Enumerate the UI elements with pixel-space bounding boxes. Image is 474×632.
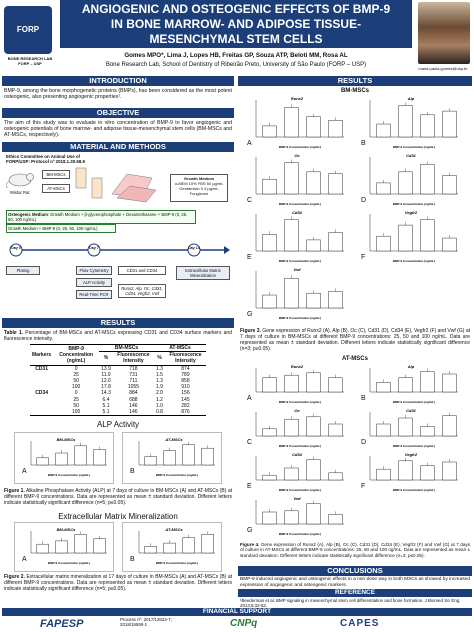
table-cell-conc: 100 [53, 409, 99, 416]
alp-activity-box: ALP Activity [76, 278, 112, 287]
capes-logo-text: CAPES [340, 618, 380, 629]
panel-xlabel: BMP-9 Concentration (ng/mL) [278, 532, 322, 536]
gene-svg [238, 96, 472, 324]
table-cell-at-fi: 156 [181, 390, 190, 397]
table-cell-at-pct: 1.3 [155, 365, 163, 372]
table1-caption [4, 330, 232, 342]
figure3-caption-text: Gene expression of Runx2 (A), Alp (B), Oc (C), Cd31 (D), Cd34 (E), Vegfr2 (F) and Vwf (G) at 7 days of culture in BM-MSCs at different BMP-9 concentrations: 25, 50 and 100 ng/mL. Data are represented as mean ± standard deviation. Different letters indicate statistically significant difference (n=3; p≤0.05). [240, 328, 470, 352]
panel-letter: C [247, 439, 253, 446]
panel-title: Cd31 [406, 408, 416, 413]
panel-letter: G [247, 527, 253, 534]
table-cell-at-fi: 145 [181, 396, 190, 403]
bar [421, 372, 435, 392]
panel-title: Cd34 [292, 210, 302, 215]
bm-msc-box: BM-MSCs [42, 170, 70, 179]
panel-title: Vegfr2 [404, 210, 418, 215]
bar [285, 107, 299, 137]
growth-medium-box [170, 174, 228, 202]
bar [421, 426, 435, 436]
panel-xlabel: BMP-9 Concentration (ng/mL) [47, 473, 91, 477]
table-cell-at-pct: 1.2 [155, 396, 163, 403]
bar [307, 373, 321, 392]
ethics-note: Ethics Committee on Animal Use of FORP/USP: Protocol nº 2018.1.30.58.9 [6, 154, 85, 164]
panel-letter: D [361, 197, 367, 204]
table-cell-bm-pct: 5.1 [102, 402, 110, 409]
th-bm-fi: Fluorescence Intensity [113, 352, 154, 365]
bar [202, 534, 214, 553]
table-cell-bm-fi: 146 [129, 402, 138, 409]
at-msc-box: AT-MSCs [42, 184, 70, 193]
table-cell-bm-pct: 12.6 [101, 378, 111, 385]
bar [329, 424, 343, 436]
conclusions-text: BMP-9 induced angiogenic and osteogenic effects in a non-dose way in both MSCs as showed by increased expression of angiogenic and osteogenic markers. [240, 577, 470, 588]
bar [399, 461, 413, 480]
flow-cytometry-box: Flow Cytometry [76, 266, 112, 275]
chart-panel [247, 364, 344, 404]
day7-label: Day 7 [89, 246, 99, 250]
ecm-chart-at [122, 522, 222, 572]
panel-xlabel: BMP-9 Concentration (ng/mL) [392, 444, 436, 448]
table1 [30, 344, 206, 416]
alp-title: ALP Activity [96, 420, 140, 429]
intro-text: BMP-9, among the bone morphogenetic proteins (BMPs), has been considered as the most potent osteogenic, also presenting angiogenic properties¹. [4, 88, 232, 101]
figure3-caption [240, 328, 470, 352]
panel-letter: A [22, 556, 27, 563]
bar [285, 163, 299, 194]
section-introduction: INTRODUCTION [2, 76, 234, 86]
bar [329, 378, 343, 392]
timeline [4, 238, 232, 262]
panel-xlabel: BMP-9 Concentration (ng/mL) [155, 473, 199, 477]
panel-letter: E [247, 254, 252, 261]
lab-logo-caption: BONE RESEARCH LAB FORP – USP [7, 56, 53, 66]
ecm-title: Extracellular Matrix Mineralization [58, 512, 178, 521]
bar [75, 446, 87, 465]
panel-title: Runx2 [290, 96, 304, 101]
small-chart-svg [15, 523, 115, 571]
chart-panel [130, 437, 215, 477]
alp-chart-bm [14, 432, 114, 484]
growth-medium-detail: α-MEM 10% FBS 50 µg/mL Gentamicin 0.3 µg/mL Fungizone [174, 181, 224, 196]
bar [183, 538, 195, 553]
bar [399, 172, 413, 194]
real-time-pcr-box: Real-Time PCR [76, 290, 112, 299]
chart-panel [22, 437, 107, 477]
ecm-chart-bm [14, 522, 114, 572]
bar [307, 293, 321, 308]
table-cell-bm-pct: 11.9 [101, 371, 111, 378]
table-cell-conc: 100 [71, 384, 81, 391]
gene-svg [238, 364, 472, 540]
chart-panel [247, 496, 344, 536]
bar [377, 183, 391, 194]
at-genes-title: AT-MSCs [342, 356, 368, 362]
table-cell-at-fi: 910 [181, 384, 190, 391]
bar [443, 462, 457, 480]
panel-letter: E [247, 483, 252, 490]
panel-title: Alp [407, 364, 415, 369]
table-cell-bm-pct: 6.4 [102, 396, 110, 403]
bm-genes-title: BM-MSCs [341, 88, 369, 94]
chart-panel [247, 153, 344, 206]
bar [94, 449, 106, 465]
table-cell-bm-fi: 146 [113, 409, 154, 416]
panel-xlabel: BMP-9 Concentration (ng/mL) [392, 400, 436, 404]
section-reference: REFERENCE [238, 589, 472, 597]
genes-box: Runx2, Alp, Oc, Cd31, Cd34, Vegfr2, Vwf [118, 284, 166, 298]
panel-xlabel: BMP-9 Concentration (ng/mL) [392, 202, 436, 206]
table-cell-conc: 25 [73, 371, 79, 378]
chart-panel [361, 452, 458, 492]
bar [377, 124, 391, 137]
panel-xlabel: BMP-9 Concentration (ng/mL) [278, 444, 322, 448]
panel-letter: B [361, 140, 366, 147]
table-cell-bm-fi: 884 [129, 390, 138, 397]
bar [377, 469, 391, 480]
chart-panel [361, 364, 458, 404]
panel-xlabel: BMP-9 Concentration (ng/mL) [392, 145, 436, 149]
bar [377, 382, 391, 392]
panel-title: Cd31 [406, 153, 416, 158]
methods-diagram [4, 154, 232, 314]
table-cell-at-fi: 874 [181, 365, 190, 372]
panel-title: Cd34 [292, 452, 302, 457]
bar [307, 460, 321, 480]
bar [329, 120, 343, 137]
panel-title: Oc [294, 408, 300, 413]
bar [285, 511, 299, 524]
panel-title: Oc [294, 153, 300, 158]
section-results-right: RESULTS [238, 76, 472, 86]
osteogenic-medium-box: Osteogenic Medium: Growth Medium + β-glycerophosphate + Dexamethasone + BMP-9 (0, 25, 50, 100 ng/mL) [6, 210, 196, 224]
table1-caption-text: Percentage of BM-MSCs and AT-MSCs expressing CD31 and CD34 surface markers and fluorescence intensity. [4, 330, 232, 342]
panel-letter: D [361, 439, 367, 446]
panel-xlabel: BMP-9 Concentration (ng/mL) [278, 400, 322, 404]
bar [37, 458, 49, 465]
panel-letter: F [361, 483, 366, 490]
bar [377, 236, 391, 251]
bar [285, 220, 299, 251]
panel-letter: A [247, 395, 252, 402]
cd-markers-box: CD31 and CD34 [118, 266, 166, 275]
table-cell-marker: CD34 [35, 390, 48, 397]
th-at: AT-MSCs [154, 345, 206, 352]
chart-panel [22, 527, 107, 565]
table-cell-bm-fi: 711 [129, 378, 138, 385]
table-row [30, 365, 206, 372]
table-cell-bm-fi: 718 [129, 365, 138, 372]
osteogenic-medium-detail: Growth Medium + β-glycerophosphate + Dexamethasone + BMP-9 (0, 25, 50, 100 ng/mL) [8, 212, 188, 222]
panel-letter: B [130, 468, 135, 475]
day14-label: Day 14 [188, 246, 200, 250]
bar [307, 504, 321, 524]
figure1-caption [4, 488, 232, 506]
alp-chart-at [122, 432, 222, 484]
fapesp-logo [40, 618, 83, 630]
chart-panel [130, 527, 215, 565]
table-cell-marker: CD31 [35, 365, 48, 372]
chart-panel [247, 408, 344, 448]
bar [443, 374, 457, 392]
at-gene-panels [238, 364, 472, 540]
bar [285, 419, 299, 436]
table-cell-bm-pct: 5.1 [99, 409, 113, 416]
bar [145, 457, 157, 465]
section-conclusions: CONCLUSIONS [238, 566, 472, 576]
bar [443, 176, 457, 195]
panel-title: Vegfr2 [404, 452, 418, 457]
chart-panel [247, 452, 344, 492]
table-cell-conc: 25 [73, 396, 79, 403]
panel-title: BM-MSCs [56, 527, 76, 532]
chart-panel [361, 408, 458, 448]
table-cell-at-pct: 0.8 [155, 409, 163, 416]
small-chart-svg [123, 433, 223, 483]
bar [307, 172, 321, 194]
bar [399, 378, 413, 392]
panel-xlabel: BMP-9 Concentration (ng/mL) [278, 202, 322, 206]
bar [56, 541, 68, 553]
plating-box: Plating [6, 266, 40, 275]
table-cell-bm-pct: 13.9 [101, 365, 111, 372]
section-methods: MATERIAL AND METHODS [2, 142, 234, 152]
panel-title: Vwf [293, 496, 301, 501]
reference-text: ¹Beederman et al. BMP signaling in mesenchymal stem cell differentiation and bone formation. J Biomed Sci Eng. 2013;6:32-52. [240, 598, 461, 608]
bar [443, 238, 457, 251]
table-cell-at-pct: 2.0 [155, 390, 163, 397]
chart-panel [361, 153, 458, 206]
bar [263, 475, 277, 480]
title-line-3: MESENCHYMAL STEM CELLS [149, 32, 323, 46]
bar [307, 117, 321, 137]
bar [329, 291, 343, 308]
table-cell-at-fi: 876 [165, 409, 206, 416]
section-objective: OBJECTIVE [2, 108, 234, 118]
table-cell-conc: 50 [73, 378, 79, 385]
section-results-left: RESULTS [2, 318, 234, 328]
chart-panel [361, 96, 458, 149]
figure2-caption-text: Extracellular matrix mineralization at 17 days of culture in BM-MSCs (A) and AT-MSCs (B) at different BMP-9 concentrations. Data are represented as mean ± standard deviation. Different letters indicate statistically significant difference (n=5; p≤0.05). [4, 574, 233, 592]
rat-label: Wistar Rat [10, 190, 30, 195]
panel-letter: B [361, 395, 366, 402]
bar [285, 468, 299, 480]
panel-xlabel: BMP-9 Concentration (ng/mL) [392, 259, 436, 263]
th-markers: Markers [30, 345, 53, 366]
table-cell-at-fi: 858 [181, 378, 190, 385]
rat-icon [6, 168, 36, 190]
panel-title: AT-MSCs [165, 437, 183, 442]
th-concentration: BMP-9 Concentration (ng/mL) [53, 345, 99, 366]
table-cell-bm-pct: 17.8 [101, 384, 111, 391]
panel-letter: A [247, 140, 252, 147]
panel-xlabel: BMP-9 Concentration (ng/mL) [278, 488, 322, 492]
panel-title: Alp [407, 96, 415, 101]
table-cell-at-pct: 1.5 [155, 371, 163, 378]
panel-letter: F [361, 254, 366, 261]
chart-panel [247, 96, 344, 149]
bar [329, 233, 343, 252]
small-chart-svg [15, 433, 115, 483]
panel-title: Runx2 [290, 364, 304, 369]
bar [421, 220, 435, 251]
table-cell-bm-fi: 688 [129, 396, 138, 403]
table-cell-conc: 50 [73, 402, 79, 409]
table-cell-conc: 0 [74, 365, 78, 372]
bar [399, 225, 413, 251]
panel-letter: B [130, 556, 135, 563]
bar [263, 234, 277, 251]
bar [37, 544, 49, 553]
bar [421, 466, 435, 480]
title-line-1: ANGIOGENIC AND OSTEOGENIC EFFECTS OF BMP-9 [81, 2, 391, 16]
table-cell-at-fi: 789 [181, 371, 190, 378]
figure4-caption [240, 542, 470, 558]
figure3-caption-label: Figure 3. [240, 328, 261, 334]
bar [377, 424, 391, 436]
bar [263, 295, 277, 308]
authors: Gomes MPO*, Lima J, Lopes HB, Freitas GP, Souza ATP, Beloti MM, Rosa AL [124, 52, 348, 59]
bar [183, 445, 195, 465]
figure1-caption-text: Alkaline Phosphatase Activity (ALP) at 7 days of culture in BM-MSCs (A) and AT-MSCs (B) at different BMP-9 concentrations. Data are represented as mean ± standard deviation. Different letters indicate statistically significant difference (n=5; p≤0.05). [4, 488, 232, 506]
figure2-caption-label: Figure 2. [4, 574, 25, 580]
bar [399, 418, 413, 436]
chart-panel [247, 267, 344, 320]
table-cell-bm-fi: 1055 [127, 384, 139, 391]
table-cell-at-pct: 1.9 [155, 384, 163, 391]
affiliation: Bone Research Lab, School of Dentistry of Ribeirão Preto, University of São Paulo (FORP – USP) [105, 62, 367, 68]
growth-bmp9-box: Growth Medium + BMP-9 (0, 25, 50, 100 ng/mL) [6, 224, 116, 233]
figure2-caption [4, 574, 232, 592]
culture-flasks-icon [72, 164, 162, 204]
bar [329, 473, 343, 480]
bar [164, 543, 176, 553]
table-cell-conc: 0 [74, 390, 78, 397]
chart-panel [247, 210, 344, 263]
panel-letter: A [22, 468, 27, 475]
bar [443, 416, 457, 436]
th-at-fi: Fluorescence Intensity [165, 352, 206, 365]
objective-text: The aim of this study was to evaluate in vitro concentration of BMP-9 to favor angiogenic and osteogenic potentials of bone marrow- and adipose tissue-mesenchymal stem cells (BM-MSCs and AT-MSCs, respectively). [4, 120, 232, 139]
bar [285, 278, 299, 308]
figure4-caption-text: Gene expression of Runx2 (A), Alp (B), Oc (C), Cd31 (D), Cd34 (E), Vegfr2 (F) and Vwf (G) at 7 days of culture in AT-MSCs at different BMP-9 concentrations: 25, 50 and 100 ng/mL. Data are represented as mean ± standard deviation. Different letters indicate statistically significant difference (n=3; p≤0.05). [240, 542, 470, 558]
panel-xlabel: BMP-9 Concentration (ng/mL) [155, 561, 199, 565]
poster-title [60, 0, 412, 48]
bar [307, 240, 321, 251]
panel-title: AT-MSCs [165, 527, 183, 532]
growth-medium-title: Growth Medium [183, 176, 215, 181]
chart-panel [361, 210, 458, 263]
table-cell-marker [30, 409, 53, 416]
author-email: maria.paula.gomes@usp.br [418, 66, 468, 71]
panel-title: Vwf [293, 267, 301, 272]
process-number: Process nº: 2017/12622-7; 2018/19559-1 [120, 617, 172, 628]
th-bm: BM-MSCs [99, 345, 154, 352]
capes-logo [340, 618, 379, 629]
bar [164, 451, 176, 465]
bar [285, 375, 299, 392]
bar [94, 539, 106, 553]
section-financial: FINANCIAL SUPPORT [2, 608, 472, 616]
panel-letter: C [247, 197, 253, 204]
panel-xlabel: BMP-9 Concentration (ng/mL) [278, 316, 322, 320]
bar [202, 448, 214, 465]
panel-xlabel: BMP-9 Concentration (ng/mL) [278, 259, 322, 263]
fapesp-logo-text: FAPESP [40, 618, 84, 630]
bar [263, 378, 277, 392]
bar [329, 514, 343, 524]
panel-title: BM-MSCs [56, 437, 76, 442]
figure4-caption-label: Figure 4. [240, 542, 260, 547]
panel-xlabel: BMP-9 Concentration (ng/mL) [392, 488, 436, 492]
author-photo [418, 2, 470, 64]
figure1-caption-label: Figure 1. [4, 488, 25, 494]
bar [307, 417, 321, 436]
bar [421, 164, 435, 194]
bar [145, 546, 157, 553]
cnpq-logo [230, 618, 257, 629]
panel-xlabel: BMP-9 Concentration (ng/mL) [278, 145, 322, 149]
th-at-pct: % [154, 352, 165, 365]
bar [56, 453, 68, 465]
th-bm-pct: % [99, 352, 113, 365]
bm-gene-panels [238, 96, 472, 326]
university-logo: FORP [4, 6, 52, 54]
table-row [30, 409, 206, 416]
bar [263, 126, 277, 137]
small-chart-svg [123, 523, 223, 571]
bar [263, 179, 277, 194]
table-cell-bm-fi: 731 [129, 371, 138, 378]
table-cell-at-pct: 1.0 [155, 402, 163, 409]
table-cell-at-fi: 282 [181, 402, 190, 409]
bar [329, 174, 343, 194]
bar [399, 106, 413, 137]
title-line-2: IN BONE MARROW- AND ADIPOSE TISSUE- [110, 17, 362, 31]
panel-letter: G [247, 311, 253, 318]
panel-xlabel: BMP-9 Concentration (ng/mL) [47, 561, 91, 565]
ecm-box: Extracellular Matrix Mineralization [176, 266, 230, 280]
bar [421, 115, 435, 137]
bar [263, 429, 277, 436]
day0-label: Day 0 [11, 246, 21, 250]
table-cell-bm-pct: 14.3 [101, 390, 111, 397]
table1-caption-label: Table 1. [4, 330, 24, 336]
table-cell-at-pct: 1.3 [155, 378, 163, 385]
osteogenic-medium-title: Osteogenic Medium [8, 212, 48, 217]
bar [443, 111, 457, 137]
cnpq-logo-text: CNPq [230, 618, 258, 629]
bar [75, 534, 87, 553]
bar [263, 512, 277, 524]
